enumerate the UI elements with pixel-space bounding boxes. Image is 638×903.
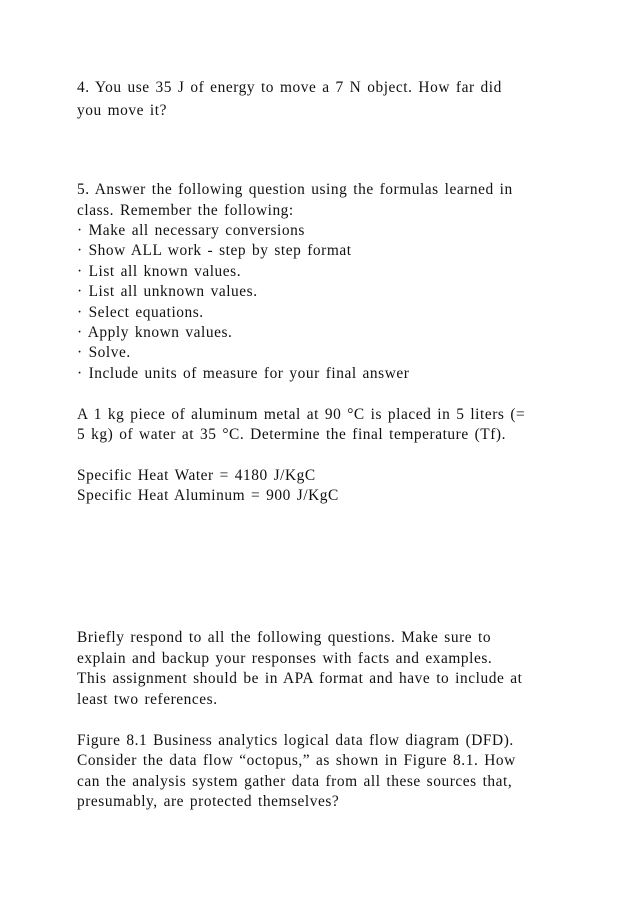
q5-problem-line-1: A 1 kg piece of aluminum metal at 90 °C is placed in 5 liters (= [77, 406, 526, 423]
figure-question-line-2: Consider the data flow “octopus,” as shown in Figure 8.1. How [77, 752, 516, 769]
figure-question-line-4: presumably, are protected themselves? [77, 793, 340, 810]
q5-step-conversions: · Make all necessary conversions [77, 222, 305, 239]
q5-step-units: · Include units of measure for your final answer [77, 365, 410, 382]
q5-step-apply-values: · Apply known values. [77, 324, 233, 341]
q4-line-1: 4. You use 35 J of energy to move a 7 N object. How far did [77, 79, 502, 96]
q5-step-unknown-values: · List all unknown values. [77, 283, 258, 300]
figure-question-line-3: can the analysis system gather data from all these sources that, [77, 773, 513, 790]
instructions-line-3: This assignment should be in APA format and have to include at [77, 670, 523, 687]
q5-step-select-equations: · Select equations. [77, 304, 204, 321]
instructions-line-2: explain and backup your responses with facts and examples. [77, 650, 493, 667]
instructions-line-1: Briefly respond to all the following questions. Make sure to [77, 629, 492, 646]
q4-line-2: you move it? [77, 102, 167, 119]
q5-step-show-work: · Show ALL work - step by step format [77, 242, 352, 259]
q5-step-known-values: · List all known values. [77, 263, 242, 280]
specific-heat-water: Specific Heat Water = 4180 J/KgC [77, 467, 316, 484]
q5-intro-line-2: class. Remember the following: [77, 202, 294, 219]
q5-intro-line-1: 5. Answer the following question using the formulas learned in [77, 181, 513, 198]
q5-problem-line-2: 5 kg) of water at 35 °C. Determine the final temperature (Tf). [77, 426, 506, 443]
q5-step-solve: · Solve. [77, 344, 131, 361]
instructions-line-4: least two references. [77, 691, 218, 708]
figure-question-line-1: Figure 8.1 Business analytics logical data flow diagram (DFD). [77, 732, 514, 749]
specific-heat-aluminum: Specific Heat Aluminum = 900 J/KgC [77, 487, 339, 504]
